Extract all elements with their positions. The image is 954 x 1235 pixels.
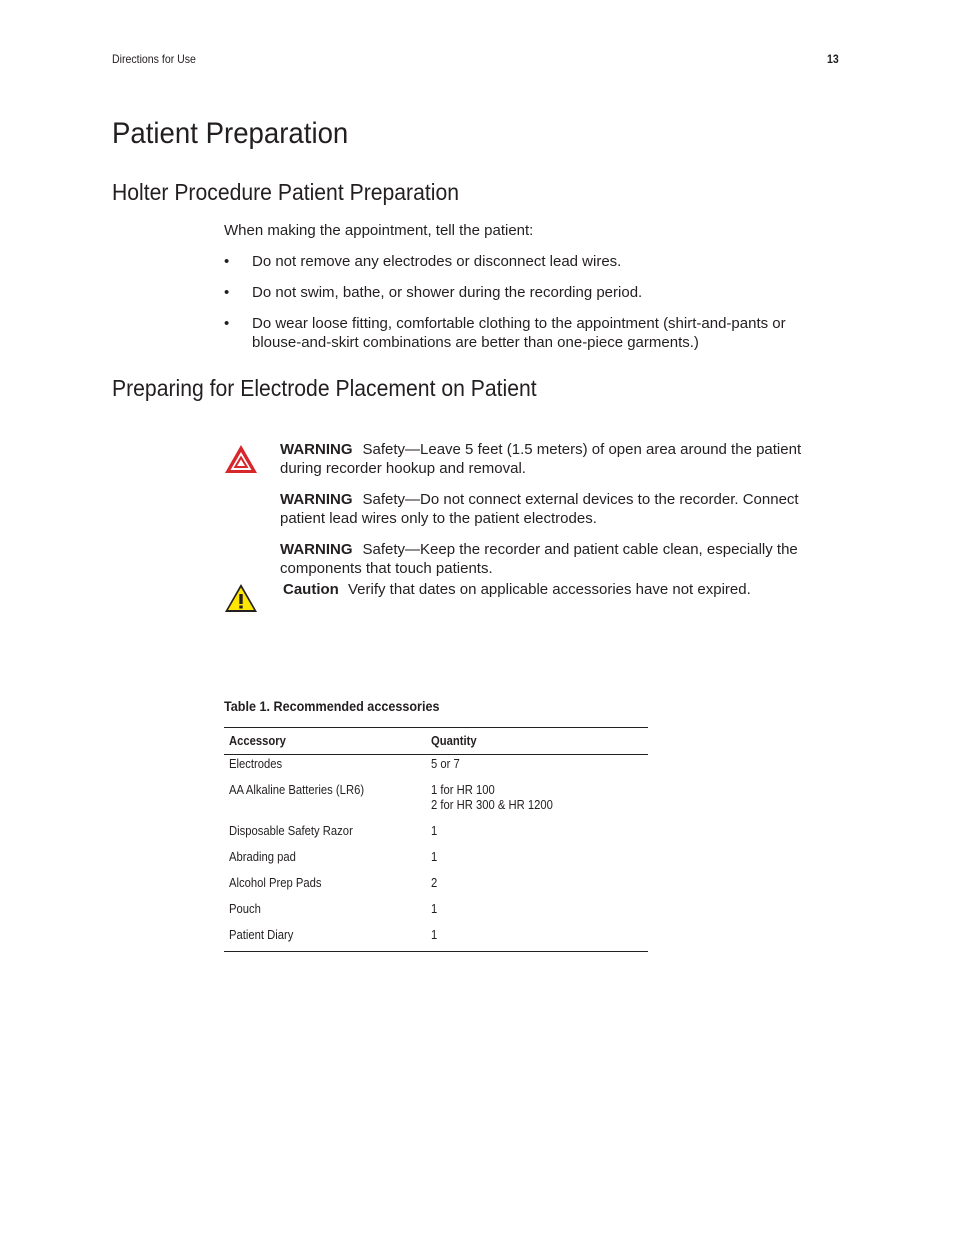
warning-label: WARNING	[280, 541, 353, 558]
holter-intro: When making the appointment, tell the patient:	[224, 222, 534, 239]
caution-label: Caution	[283, 581, 339, 598]
warning-2	[280, 490, 840, 528]
accessory-cell: Pouch	[229, 902, 261, 916]
quantity-cell: 1	[431, 850, 438, 864]
accessory-cell: Abrading pad	[229, 850, 296, 864]
table-header-row	[224, 728, 648, 755]
table-caption: Table 1. Recommended accessories	[224, 698, 440, 714]
warning-1	[280, 440, 840, 478]
warning-label: WARNING	[280, 441, 353, 458]
table-row	[224, 755, 648, 782]
accessories-table	[224, 727, 648, 952]
caution-triangle-icon	[223, 582, 259, 614]
page-title: Patient Preparation	[112, 117, 349, 150]
bullet-symbol: •	[224, 253, 230, 270]
caution-note	[283, 580, 843, 599]
accessory-cell: AA Alkaline Batteries (LR6)	[229, 783, 365, 797]
bullet-item: Do wear loose fitting, comfortable clothing to the appointment (shirt-and-pants or blouse-and-skirt combinations are better than one-piece garments.)	[252, 315, 786, 351]
quantity-cell: 1	[431, 902, 438, 916]
quantity-cell: 5 or 7	[431, 757, 460, 771]
table-row	[224, 822, 648, 848]
table-row	[224, 874, 648, 900]
quantity-cell: 1	[426, 926, 648, 952]
table-row	[224, 900, 648, 926]
quantity-cell: 1 for HR 100 2 for HR 300 & HR 1200	[431, 783, 553, 812]
warning-text: Safety—Leave 5 feet (1.5 meters) of open area around the patient during recorder hookup and removal.	[280, 441, 802, 477]
accessory-cell: Alcohol Prep Pads	[229, 876, 322, 890]
bullet-item: Do not remove any electrodes or disconnect lead wires.	[252, 253, 622, 270]
table-row	[224, 781, 648, 822]
accessory-cell: Patient Diary	[224, 926, 426, 952]
warning-text: Safety—Do not connect external devices to the recorder. Connect patient lead wires only to the patient electrodes.	[280, 491, 799, 527]
column-header: Accessory	[224, 728, 426, 755]
column-header: Quantity	[426, 728, 648, 755]
table-row	[224, 848, 648, 874]
accessory-cell: Electrodes	[229, 757, 283, 771]
bullet-item: Do not swim, bathe, or shower during the recording period.	[252, 284, 643, 301]
running-header: Directions for Use	[112, 52, 196, 66]
caution-text: Verify that dates on applicable accessories have not expired.	[348, 581, 751, 598]
warning-3	[280, 540, 840, 578]
table-row	[224, 926, 648, 952]
quantity-cell: 1	[431, 824, 438, 838]
bullet-symbol: •	[224, 315, 230, 332]
bullet-symbol: •	[224, 284, 230, 301]
electrode-section-title: Preparing for Electrode Placement on Patient	[112, 375, 537, 401]
warning-label: WARNING	[280, 491, 353, 508]
page-number: 13	[827, 52, 839, 66]
warning-text: Safety—Keep the recorder and patient cable clean, especially the components that touch patients.	[280, 541, 798, 577]
quantity-cell: 2	[431, 876, 438, 890]
holter-section-title: Holter Procedure Patient Preparation	[112, 179, 459, 205]
warning-triangle-icon	[223, 443, 259, 475]
accessory-cell: Disposable Safety Razor	[229, 824, 353, 838]
